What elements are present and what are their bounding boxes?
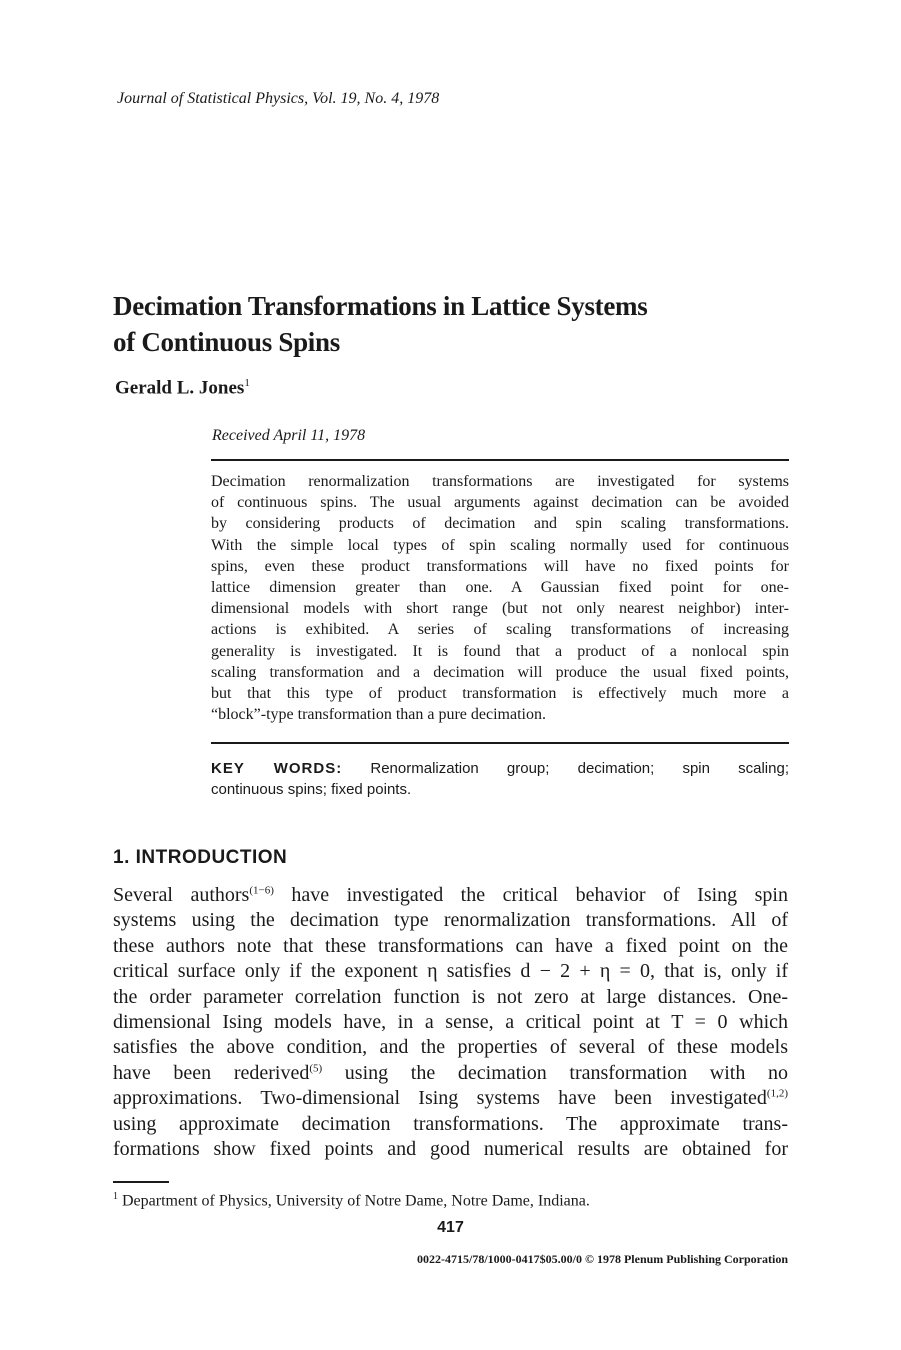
citation: (1−6) [249,884,274,897]
abstract-line: Decimation renormalization transformations are investigated for systems [211,473,789,490]
body-fragment: approximations. Two-dimensional Ising systems have been investigated [113,1087,767,1110]
page-number: 417 [437,1219,464,1236]
author-footnote-mark: 1 [244,377,250,389]
keywords-line-1 [211,758,789,779]
abstract-line: scaling transformation and a decimation will produce the usual fixed points, [211,663,789,681]
keywords-text-1: Renormalization group; decimation; spin scaling; [370,760,789,777]
abstract-top-rule [211,459,789,461]
keywords-line-2: continuous spins; fixed points. [211,781,412,798]
body-line: systems using the decimation type renormalization transformations. All of [113,909,788,932]
abstract-line: With the simple local types of spin scaling normally used for continuous [211,536,789,554]
body-text [113,883,788,1162]
body-fragment: Several authors [113,884,250,906]
abstract-line: actions is exhibited. A series of scaling transformations of increasing [211,621,789,639]
abstract-line: dimensional models with short range (but not only nearest neighbor) inter- [211,600,789,618]
author [115,377,250,399]
received-date: Received April 11, 1978 [212,427,366,444]
body-line [113,1061,788,1086]
abstract-line: by considering products of decimation and spin scaling transformations. [211,515,789,533]
abstract-line: but that this type of product transformation is effectively much more a [211,685,789,703]
citation: (5) [309,1062,323,1075]
abstract-line: generality is investigated. It is found that a product of a nonlocal spin [211,642,789,660]
citation: (1,2) [766,1087,788,1100]
copyright-line: 0022-4715/78/1000-0417$05.00/0 © 1978 Plenum Publishing Corporation [417,1252,788,1266]
abstract-line: spins, even these product transformations will have no fixed points for [211,557,789,575]
title-line-2: of Continuous Spins [113,327,340,357]
footnote-rule [113,1181,169,1183]
body-line [113,883,788,908]
abstract [211,471,789,725]
keywords-label: KEY WORDS: [211,760,343,777]
journal-header: Journal of Statistical Physics, Vol. 19, No. 4, 1978 [117,90,440,107]
section-heading: 1. INTRODUCTION [113,847,288,868]
body-line: these authors note that these transformations can have a fixed point on the [113,934,788,957]
body-fragment: have investigated the critical behavior of Ising spin [273,884,788,906]
body-line: critical surface only if the exponent η satisfies d − 2 + η = 0, that is, only if [113,960,788,983]
keywords [211,758,789,800]
footnote-mark: 1 [113,1191,118,1202]
abstract-line: “block”-type transformation than a pure decimation. [211,706,546,724]
title-line-1: Decimation Transformations in Lattice Systems [113,291,648,321]
body-line: the order parameter correlation function is not zero at large distances. One- [113,985,788,1008]
abstract-line: of continuous spins. The usual arguments against decimation can be avoided [211,494,789,512]
paper-title [113,288,647,360]
footnote-text: Department of Physics, University of Notre Dame, Notre Dame, Indiana. [122,1192,590,1210]
body-line: dimensional Ising models have, in a sense, a critical point at T = 0 which [113,1011,788,1034]
body-line: using approximate decimation transformations. The approximate trans- [113,1112,788,1135]
body-fragment: have been rederived [113,1061,310,1084]
body-line [113,1086,788,1111]
body-fragment: using the decimation transformation with no [322,1061,789,1084]
abstract-bottom-rule [211,742,789,744]
abstract-line: lattice dimension greater than one. A Gaussian fixed point for one- [211,579,789,597]
body-line: satisfies the above condition, and the properties of several of these models [113,1036,788,1059]
body-line: formations show fixed points and good numerical results are obtained for [113,1138,788,1161]
footnote [113,1191,590,1210]
author-name: Gerald L. Jones [115,377,245,399]
